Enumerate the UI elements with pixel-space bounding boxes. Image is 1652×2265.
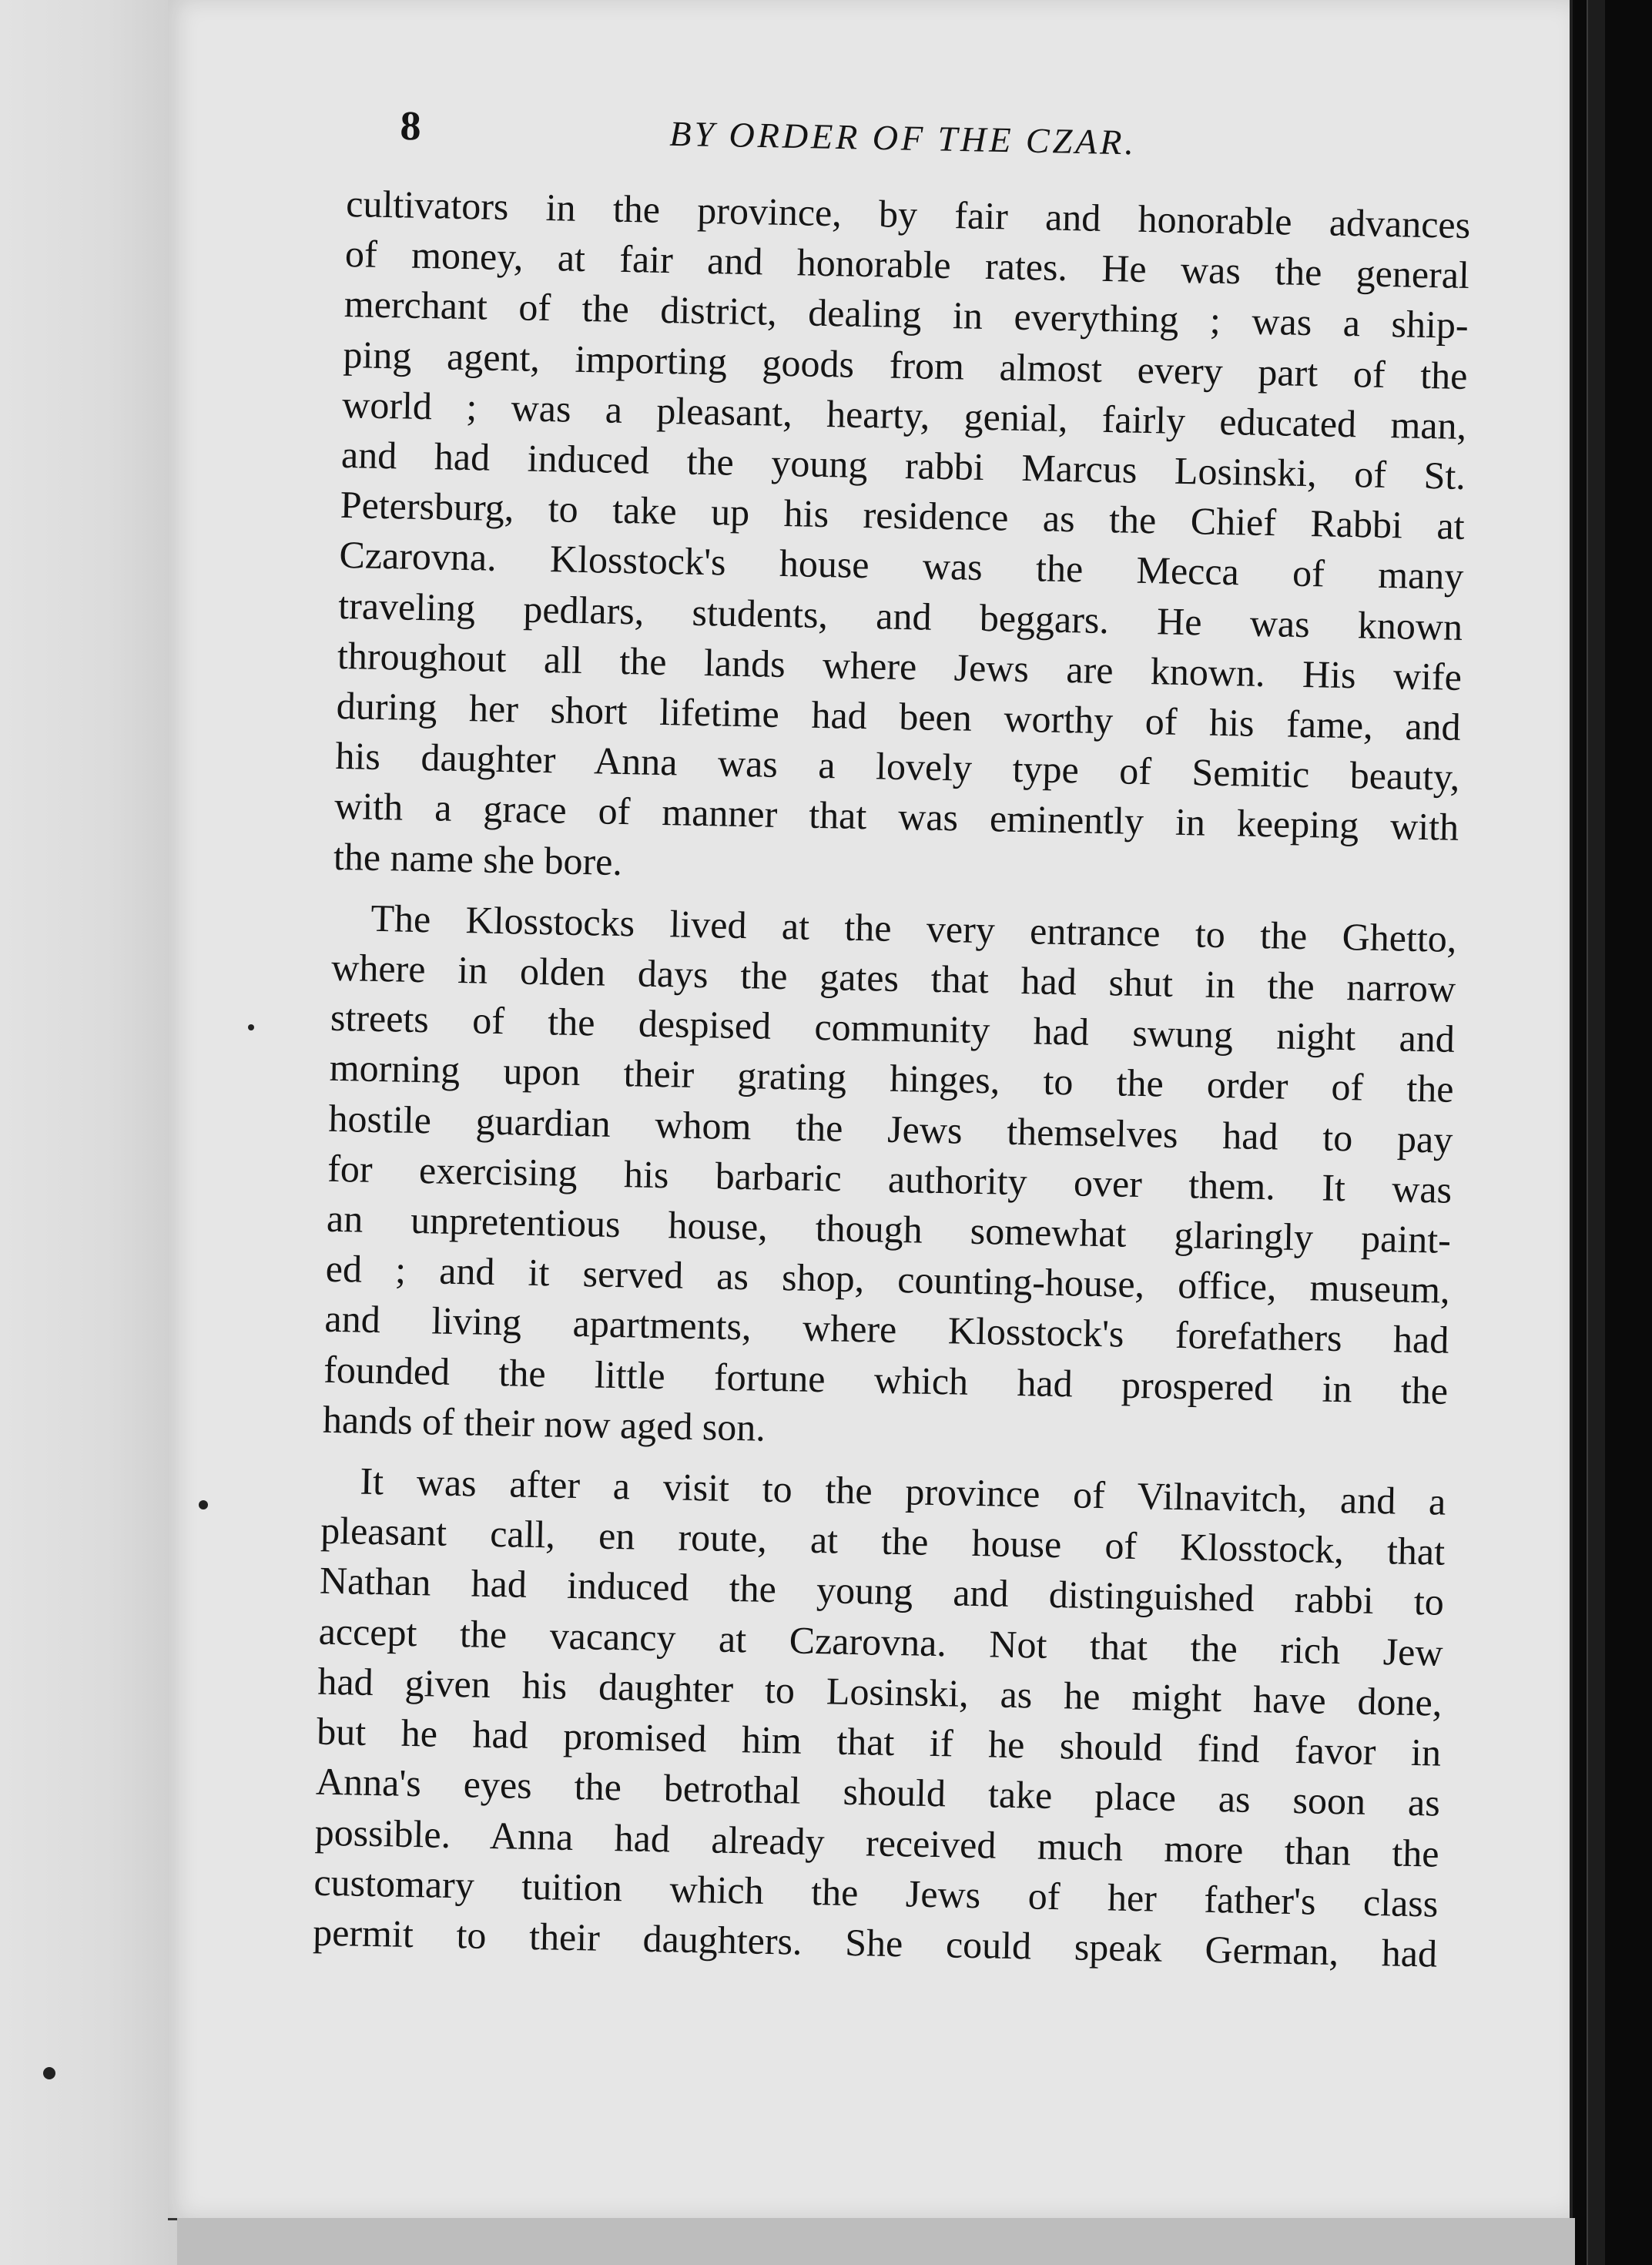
text-line: merchant of the district, dealing in everything ; was a ship- [343,282,1469,347]
text-line: and living apartments, where Klosstock's forefathers had [324,1297,1449,1362]
body-text [313,179,1471,1979]
text-line: and had induced the young rabbi Marcus Losinski, of St. [340,432,1466,498]
paragraph-1 [333,179,1470,903]
text-line: It was after a visit to the province of Vilnavitch, and a [360,1459,1446,1523]
text-line: world ; was a pleasant, hearty, genial, fairly educated man, [341,382,1467,447]
text-line: Czarovna. Klosstock's house was the Mecca of many [339,533,1464,598]
text-line: ed ; and it served as shop, counting-house, office, museum, [325,1247,1451,1312]
text-line: The Klosstocks lived at the very entrance to the Ghetto, [370,896,1457,960]
text-line: morning upon their grating hinges, to the order of the [329,1046,1455,1111]
text-line: founded the little fortune which had prospered in the [323,1347,1449,1412]
scan-background [0,0,177,2265]
text-line: hostile guardian whom the Jews themselves had to pay [328,1096,1453,1161]
text-line: but he had promised him that if he should find favor in [316,1709,1442,1774]
ink-spot [248,1024,254,1030]
page-bottom-margin [177,2218,1579,2265]
text-line: accept the vacancy at Czarovna. Not that the rich Jew [318,1609,1444,1674]
ink-spot [43,2067,55,2079]
text-line: throughout all the lands where Jews are known. His wife [337,633,1463,699]
text-line: Anna's eyes the betrothal should take place as soon as [315,1759,1441,1824]
page-gutter-edge [1587,0,1605,2265]
text-line: Petersburg, to take up his residence as the Chief Rabbi at [340,483,1466,548]
page-number: 8 [399,102,422,149]
text-line: streets of the despised community had swung night and [330,996,1456,1061]
text-line: an unpretentious house, though somewhat glaringly paint- [326,1196,1452,1261]
text-line: for exercising his barbaric authority over them. It was [327,1146,1453,1211]
text-line: permit to their daughters. She could speak German, had [312,1910,1438,1975]
text-line: traveling pedlars, students, and beggars. He was known [337,583,1463,648]
text-line: had given his daughter to Losinski, as he might have done, [317,1659,1443,1724]
text-line: where in olden days the gates that had shut in the narrow [330,945,1456,1010]
paragraph-2 [322,893,1457,1466]
text-line: ping agent, importing goods from almost every part of the [343,332,1468,397]
text-line: with a grace of manner that was eminently in keeping with [333,784,1459,849]
text-line: Nathan had induced the young and distinguished rabbi to [319,1559,1445,1624]
paragraph-3 [313,1456,1446,1979]
text-line: the name she bore. [333,834,623,883]
running-title: BY ORDER OF THE CZAR. [669,113,1138,163]
text-line: of money, at fair and honorable rates. He was the general [344,232,1470,297]
text-line: possible. Anna had already received much more than the [314,1810,1440,1875]
text-line: pleasant call, en route, at the house of Klosstock, that [320,1508,1446,1573]
text-line: customary tuition which the Jews of her father's class [313,1860,1439,1925]
text-line: during her short lifetime had been worthy of his fame, and [336,683,1462,749]
text-line: cultivators in the province, by fair and honorable advances [345,181,1471,247]
ink-spot [199,1500,208,1509]
text-line: his daughter Anna was a lovely type of Semitic beauty, [335,734,1460,799]
text-line: hands of their now aged son. [322,1397,766,1449]
